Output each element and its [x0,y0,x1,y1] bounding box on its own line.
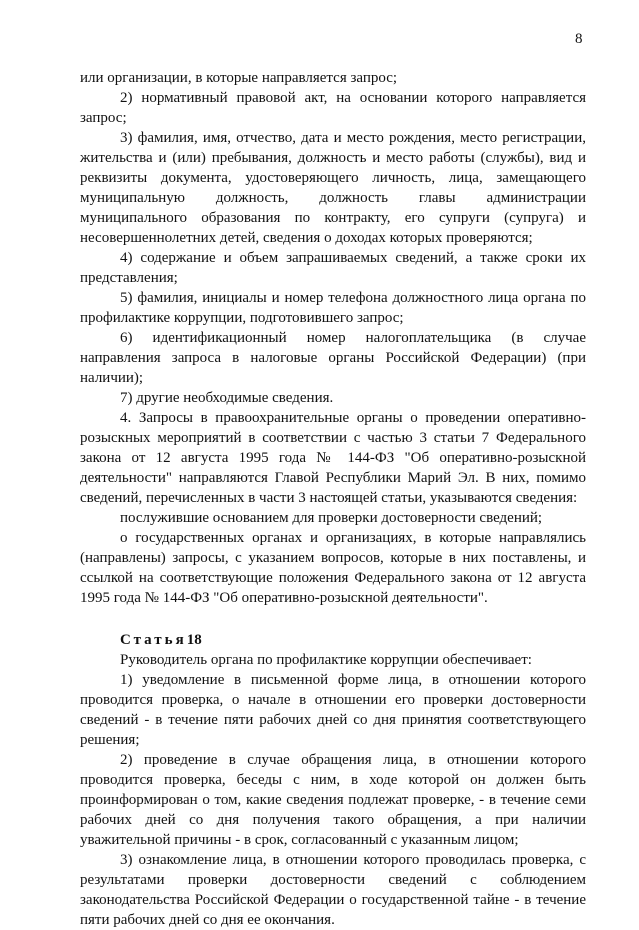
article-number: 18 [186,632,202,648]
document-body [80,68,586,930]
paragraph-part-4-basis: послужившие основанием для проверки достоверности сведений; [120,510,543,526]
paragraph-item-4: 4) содержание и объем запрашиваемых сведений, а также сроки их представления; [80,250,586,286]
paragraph-item-3: 3) фамилия, имя, отчество, дата и место рождения, место регистрации, жительства и (или) пребывания, должность и место работы (службы), вид и реквизиты документа, удостоверяющего личность, лица, замещающего муниципальную должность, должность главы администрации муниципального образования по контракту, его супруги (супруга) и несовершеннолетних детей, сведения о доходах которых проверяются; [80,130,586,246]
paragraph-continuation: или организации, в которые направляется запрос; [80,70,398,86]
paragraph-item-5: 5) фамилия, инициалы и номер телефона должностного лица органа по профилактике коррупции, подготовившего запрос; [80,290,586,326]
paragraph-article-item-2: 2) проведение в случае обращения лица, в отношении которого проводится проверка, беседы с ним, в ходе которой он должен быть проинформирован о том, какие сведения подлежат проверке, - в течение семи рабочих дней со дня получения такого обращения, а при наличии уважительной причины - в срок, согласованный с указанным лицом; [80,752,586,848]
article-label: Статья [120,632,187,648]
paragraph-part-4: 4. Запросы в правоохранительные органы о проведении оперативно-розыскных мероприятий в соответствии с частью 3 статьи 7 Федерального закона от 12 августа 1995 года № 144-ФЗ "Об оперативно-розыскной деятельности" направляются Главой Республики Марий Эл. В них, помимо сведений, перечисленных в части 3 настоящей статьи, указываются сведения: [80,410,586,506]
paragraph-item-2: 2) нормативный правовой акт, на основании которого направляется запрос; [80,90,586,126]
paragraph-article-intro: Руководитель органа по профилактике коррупции обеспечивает: [120,652,532,668]
page-number: 8 [575,31,583,47]
paragraph-part-4-organs: о государственных органах и организациях, в которые направлялись (направлены) запросы, с указанием вопросов, которые в них поставлены, и ссылкой на соответствующие положения Федерального закона от 12 августа 1995 года № 144-ФЗ "Об оперативно-розыскной деятельности". [80,530,586,606]
article-heading [80,630,586,650]
paragraph-article-item-1: 1) уведомление в письменной форме лица, в отношении которого проводится проверка, о начале в отношении его проверки достоверности сведений - в течение пяти рабочих дней со дня принятия соответствующего решения; [80,672,586,748]
paragraph-article-item-3: 3) ознакомление лица, в отношении которого проводилась проверка, с результатами проверки достоверности сведений с соблюдением законодательства Российской Федерации о государственной тайне - в течение пяти рабочих дней со дня ее окончания. [80,852,586,928]
paragraph-item-7: 7) другие необходимые сведения. [120,390,334,406]
paragraph-item-6: 6) идентификационный номер налогоплательщика (в случае направления запроса в налоговые органы Российской Федерации) (при наличии); [80,330,586,386]
